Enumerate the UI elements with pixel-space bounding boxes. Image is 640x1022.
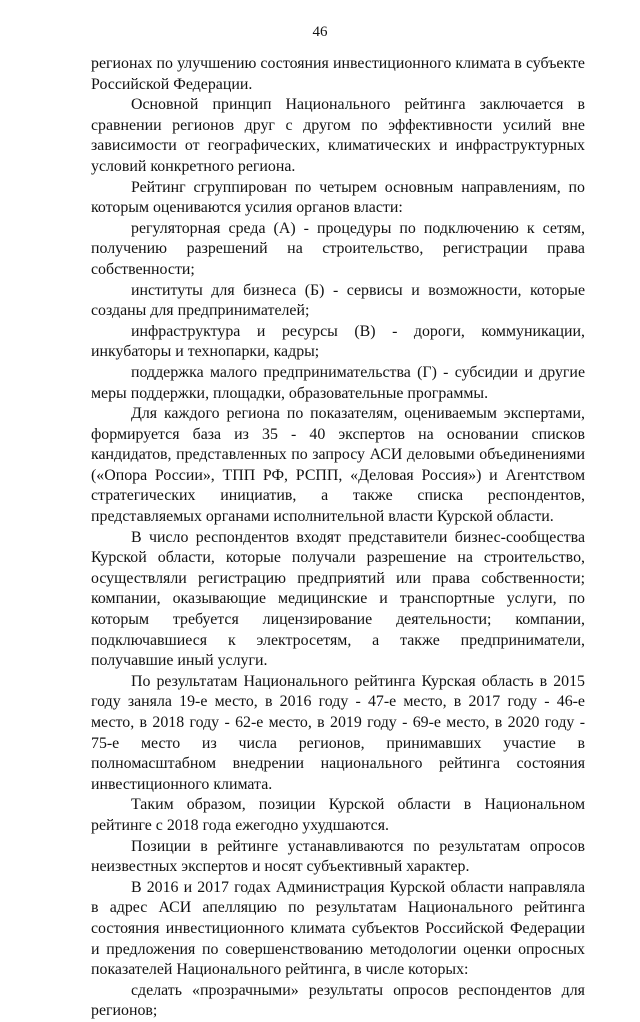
- paragraph: Таким образом, позиции Курской области в Национальном рейтинге с 2018 года ежегодно ухудшаются.: [91, 796, 585, 834]
- paragraph: В число респондентов входят представители бизнес-сообщества Курской области, которые получали разрешение на строительство, осуществляли регистрацию предприятий или права собственности; компании, оказывающие медицинские и транспортные услуги, по которым требуется лицензирование деятельности; компании, подключавшиеся к электросетям, а также предприниматели, получавшие иный услуги.: [91, 528, 585, 670]
- paragraph: сделать «прозрачными» результаты опросов респондентов для регионов;: [91, 981, 585, 1020]
- paragraph: Позиции в рейтинге устанавливаются по результатам опросов неизвестных экспертов и носят субъективный характер.: [91, 837, 585, 876]
- paragraph: инфраструктура и ресурсы (В) - дороги, коммуникации, инкубаторы и технопарки, кадры;: [91, 322, 585, 361]
- paragraph: регионах по улучшению состояния инвестиционного климата в субъекте Российской Федерации.: [91, 55, 585, 93]
- paragraph: В 2016 и 2017 годах Администрация Курской области направляла в адрес АСИ апелляцию по результатам Национального рейтинга состояния инвестиционного климата субъектов Российской Федерации и предложения по совершенствованию методологии оценки опросных показателей Национального рейтинга, в числе которых:: [91, 878, 585, 979]
- paragraph: Для каждого региона по показателям, оцениваемым экспертами, формируется база из 35 - 40 экспертов на основании списков кандидатов, представленных по запросу АСИ деловыми объединениями («Опора России», ТПП РФ, РСПП, «Деловая Россия») и Агентством стратегических инициатив, а также списка респондентов, представляемых органами исполнительной власти Курской области.: [91, 405, 585, 526]
- paragraph: поддержка малого предпринимательства (Г) - субсидии и другие меры поддержки, площадки, образовательные программы.: [91, 363, 585, 402]
- page-number: 46: [312, 24, 328, 40]
- paragraph: По результатам Национального рейтинга Курская область в 2015 году заняла 19-е место, в 2016 году - 47-е место, в 2017 году - 46-е место, в 2018 году - 62-е место, в 2019 году - 69-е место, в 2020 году - 75-е место из числа регионов, принимавших участие в полномасштабном внедрении национального рейтинга состояния инвестиционного климата.: [91, 672, 585, 793]
- paragraph: регуляторная среда (А) - процедуры по подключению к сетям, получению разрешений на строительство, регистрации права собственности;: [91, 219, 585, 278]
- document-body: [91, 54, 585, 1022]
- paragraph: институты для бизнеса (Б) - сервисы и возможности, которые созданы для предпринимателей;: [91, 281, 585, 320]
- paragraph: Основной принцип Национального рейтинга заключается в сравнении регионов друг с другом по эффективности усилий вне зависимости от географических, климатических и инфраструктурных условий конкретного региона.: [91, 96, 585, 175]
- paragraph: Рейтинг сгруппирован по четырем основным направлениям, по которым оцениваются усилия органов власти:: [91, 178, 585, 217]
